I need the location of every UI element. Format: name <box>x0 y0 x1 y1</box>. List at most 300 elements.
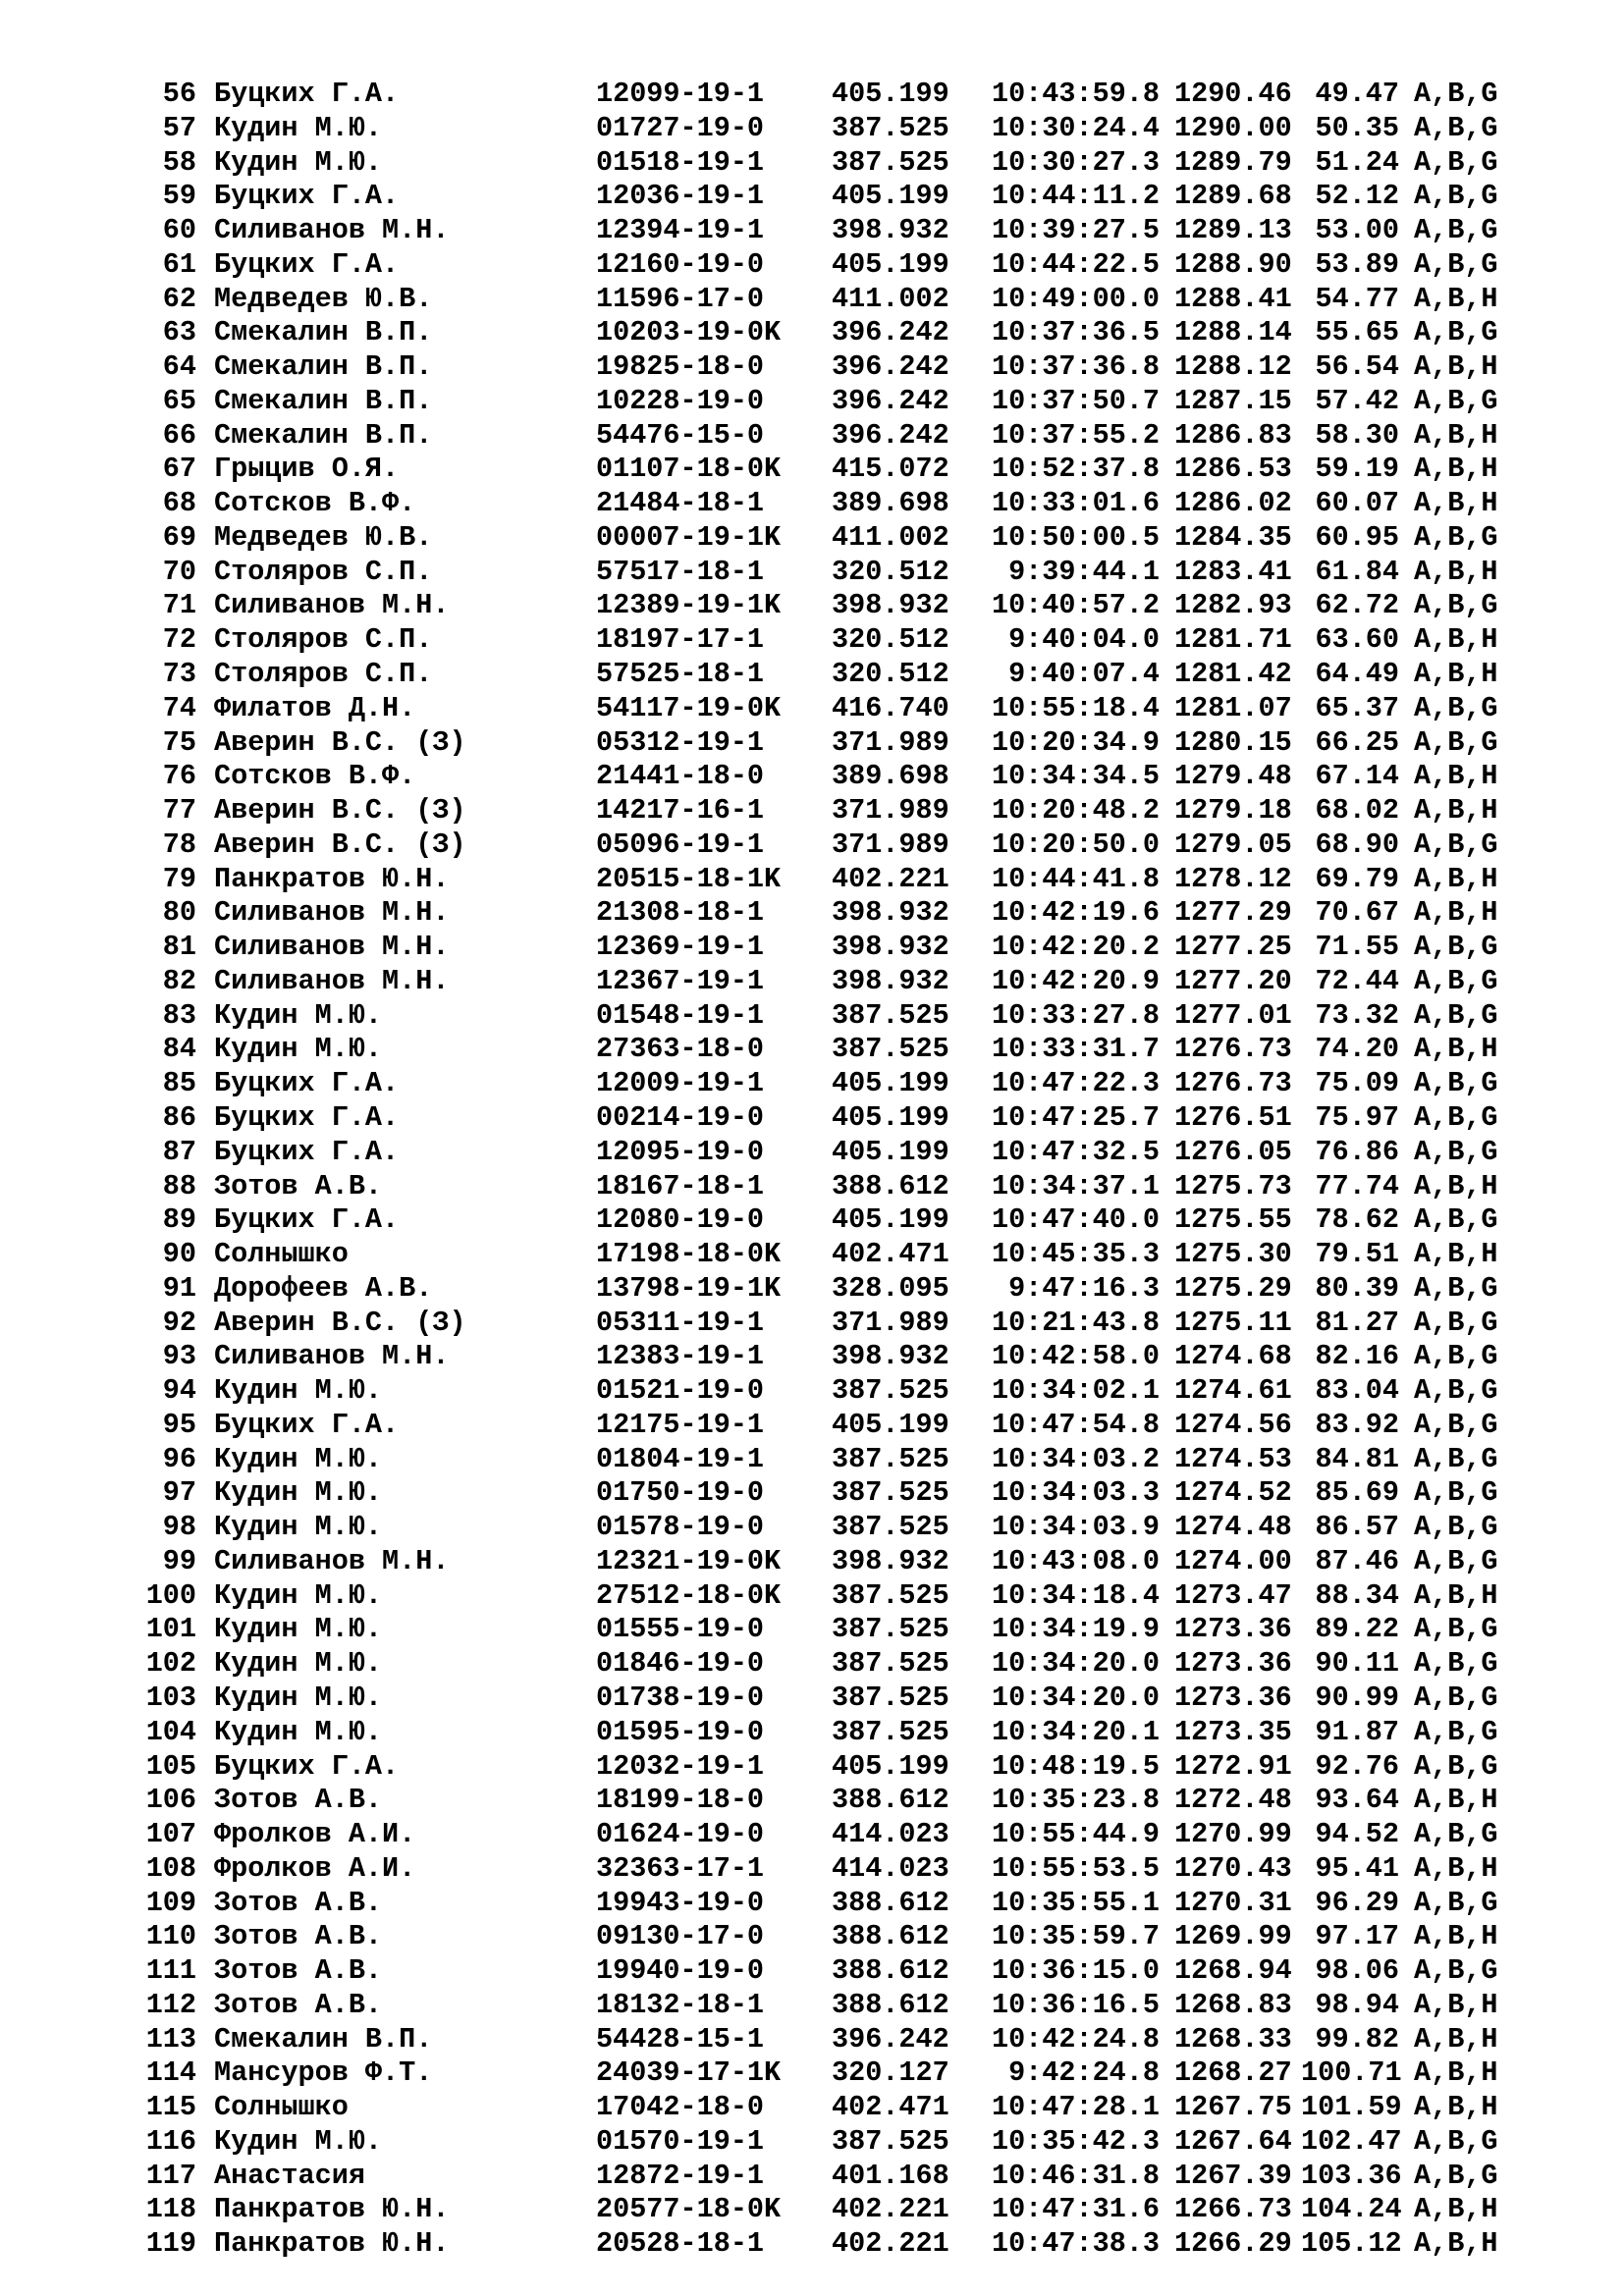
name-cell: Кудин М.Ю. <box>214 1033 383 1066</box>
class-cell: A,B,H <box>1414 2227 1498 2261</box>
ring-number-cell: 54117-19-0K <box>596 691 782 724</box>
position-cell: 70 <box>162 555 196 588</box>
speed-cell: 1270.99 <box>1174 1818 1292 1851</box>
points-cell: 83.92 <box>1315 1408 1399 1441</box>
arrival-time-cell: 10:49:00.0 <box>991 282 1160 315</box>
table-row <box>0 1067 1624 1101</box>
speed-cell: 1273.47 <box>1174 1578 1292 1612</box>
name-cell: Кудин М.Ю. <box>214 2124 383 2158</box>
name-cell: Кудин М.Ю. <box>214 1511 383 1544</box>
class-cell: A,B,G <box>1414 1715 1498 1748</box>
distance-cell: 388.612 <box>832 1169 949 1202</box>
table-row <box>0 658 1624 692</box>
distance-cell: 405.199 <box>832 1100 949 1134</box>
ring-number-cell: 20577-18-0K <box>596 2193 782 2226</box>
table-row <box>0 487 1624 521</box>
table-row <box>0 1784 1624 1818</box>
distance-cell: 416.740 <box>832 691 949 724</box>
arrival-time-cell: 10:36:16.5 <box>991 1988 1160 2021</box>
distance-cell: 387.525 <box>832 998 949 1032</box>
arrival-time-cell: 10:34:02.1 <box>991 1374 1160 1408</box>
table-row <box>0 2023 1624 2057</box>
position-cell: 74 <box>162 691 196 724</box>
points-cell: 60.95 <box>1315 520 1399 554</box>
points-cell: 84.81 <box>1315 1442 1399 1475</box>
position-cell: 76 <box>162 760 196 793</box>
arrival-time-cell: 9:40:04.0 <box>1008 623 1160 657</box>
table-row <box>0 1920 1624 1954</box>
class-cell: A,B,H <box>1414 1784 1498 1817</box>
speed-cell: 1283.41 <box>1174 555 1292 588</box>
position-cell: 103 <box>145 1681 196 1714</box>
speed-cell: 1274.00 <box>1174 1544 1292 1577</box>
ring-number-cell: 01578-19-0 <box>596 1511 765 1544</box>
points-cell: 50.35 <box>1315 111 1399 144</box>
name-cell: Силиванов М.Н. <box>214 1544 450 1577</box>
name-cell: Аверин В.С. (З) <box>214 828 466 861</box>
arrival-time-cell: 10:35:59.7 <box>991 1920 1160 1953</box>
name-cell: Аверин В.С. (З) <box>214 725 466 759</box>
position-cell: 81 <box>162 931 196 964</box>
distance-cell: 371.989 <box>832 725 949 759</box>
class-cell: A,B,G <box>1414 1818 1498 1851</box>
class-cell: A,B,H <box>1414 487 1498 520</box>
speed-cell: 1274.68 <box>1174 1340 1292 1373</box>
position-cell: 59 <box>162 180 196 213</box>
position-cell: 56 <box>162 78 196 110</box>
distance-cell: 398.932 <box>832 896 949 930</box>
class-cell: A,B,G <box>1414 145 1498 179</box>
class-cell: A,B,H <box>1414 555 1498 588</box>
class-cell: A,B,G <box>1414 1511 1498 1544</box>
distance-cell: 402.471 <box>832 1238 949 1271</box>
distance-cell: 402.221 <box>832 862 949 895</box>
name-cell: Смекалин В.П. <box>214 2022 433 2056</box>
position-cell: 110 <box>145 1920 196 1953</box>
position-cell: 109 <box>145 1886 196 1919</box>
name-cell: Кудин М.Ю. <box>214 998 383 1032</box>
table-row <box>0 1954 1624 1989</box>
name-cell: Кудин М.Ю. <box>214 1647 383 1681</box>
speed-cell: 1276.73 <box>1174 1067 1292 1100</box>
table-row <box>0 521 1624 556</box>
speed-cell: 1266.29 <box>1174 2227 1292 2261</box>
points-cell: 62.72 <box>1315 589 1399 622</box>
name-cell: Кудин М.Ю. <box>214 1442 383 1475</box>
ring-number-cell: 01624-19-0 <box>596 1818 765 1851</box>
class-cell: A,B,G <box>1414 589 1498 622</box>
points-cell: 102.47 <box>1301 2124 1402 2158</box>
position-cell: 106 <box>145 1784 196 1817</box>
table-row <box>0 1101 1624 1136</box>
ring-number-cell: 01548-19-1 <box>596 998 765 1032</box>
ring-number-cell: 11596-17-0 <box>596 282 765 315</box>
ring-number-cell: 19943-19-0 <box>596 1886 765 1919</box>
points-cell: 55.65 <box>1315 316 1399 349</box>
speed-cell: 1280.15 <box>1174 725 1292 759</box>
points-cell: 56.54 <box>1315 350 1399 384</box>
ring-number-cell: 09130-17-0 <box>596 1920 765 1953</box>
ring-number-cell: 05312-19-1 <box>596 725 765 759</box>
distance-cell: 398.932 <box>832 1340 949 1373</box>
position-cell: 82 <box>162 964 196 997</box>
table-row <box>0 1307 1624 1341</box>
points-cell: 71.55 <box>1315 931 1399 964</box>
arrival-time-cell: 10:42:20.9 <box>991 964 1160 997</box>
distance-cell: 398.932 <box>832 1544 949 1577</box>
position-cell: 102 <box>145 1647 196 1681</box>
arrival-time-cell: 10:45:35.3 <box>991 1238 1160 1271</box>
table-row <box>0 896 1624 931</box>
name-cell: Кудин М.Ю. <box>214 1613 383 1646</box>
class-cell: A,B,H <box>1414 862 1498 895</box>
class-cell: A,B,H <box>1414 453 1498 486</box>
table-row <box>0 1443 1624 1477</box>
arrival-time-cell: 10:40:57.2 <box>991 589 1160 622</box>
points-cell: 94.52 <box>1315 1818 1399 1851</box>
ring-number-cell: 12009-19-1 <box>596 1067 765 1100</box>
arrival-time-cell: 10:33:27.8 <box>991 998 1160 1032</box>
table-row <box>0 1613 1624 1647</box>
class-cell: A,B,G <box>1414 1374 1498 1408</box>
points-cell: 87.46 <box>1315 1544 1399 1577</box>
arrival-time-cell: 10:34:18.4 <box>991 1578 1160 1612</box>
arrival-time-cell: 9:42:24.8 <box>1008 2056 1160 2090</box>
points-cell: 75.09 <box>1315 1067 1399 1100</box>
points-cell: 78.62 <box>1315 1203 1399 1237</box>
table-row <box>0 828 1624 863</box>
ring-number-cell: 12032-19-1 <box>596 1749 765 1783</box>
points-cell: 95.41 <box>1315 1851 1399 1885</box>
position-cell: 72 <box>162 623 196 657</box>
distance-cell: 402.221 <box>832 2193 949 2226</box>
distance-cell: 328.095 <box>832 1271 949 1305</box>
table-row <box>0 112 1624 146</box>
arrival-time-cell: 10:44:22.5 <box>991 247 1160 281</box>
speed-cell: 1275.73 <box>1174 1169 1292 1202</box>
class-cell: A,B,G <box>1414 931 1498 964</box>
arrival-time-cell: 9:39:44.1 <box>1008 555 1160 588</box>
name-cell: Зотов А.В. <box>214 1784 383 1817</box>
speed-cell: 1287.15 <box>1174 384 1292 417</box>
position-cell: 80 <box>162 896 196 930</box>
points-cell: 64.49 <box>1315 658 1399 691</box>
speed-cell: 1281.42 <box>1174 658 1292 691</box>
points-cell: 93.64 <box>1315 1784 1399 1817</box>
arrival-time-cell: 10:47:22.3 <box>991 1067 1160 1100</box>
position-cell: 60 <box>162 214 196 247</box>
distance-cell: 405.199 <box>832 247 949 281</box>
position-cell: 119 <box>145 2227 196 2261</box>
arrival-time-cell: 10:33:31.7 <box>991 1033 1160 1066</box>
class-cell: A,B,G <box>1414 1271 1498 1305</box>
distance-cell: 405.199 <box>832 180 949 213</box>
table-row <box>0 78 1624 112</box>
points-cell: 75.97 <box>1315 1100 1399 1134</box>
speed-cell: 1286.83 <box>1174 418 1292 452</box>
ring-number-cell: 27512-18-0K <box>596 1578 782 1612</box>
points-cell: 100.71 <box>1301 2056 1402 2090</box>
class-cell: A,B,H <box>1414 658 1498 691</box>
arrival-time-cell: 10:47:38.3 <box>991 2227 1160 2261</box>
table-row <box>0 623 1624 658</box>
ring-number-cell: 12872-19-1 <box>596 2159 765 2192</box>
points-cell: 49.47 <box>1315 78 1399 110</box>
name-cell: Панкратов Ю.Н. <box>214 862 450 895</box>
ring-number-cell: 17042-18-0 <box>596 2091 765 2124</box>
class-cell: A,B,H <box>1414 896 1498 930</box>
table-row <box>0 1818 1624 1852</box>
speed-cell: 1282.93 <box>1174 589 1292 622</box>
name-cell: Кудин М.Ю. <box>214 1476 383 1510</box>
arrival-time-cell: 10:34:20.0 <box>991 1647 1160 1681</box>
position-cell: 65 <box>162 384 196 417</box>
position-cell: 67 <box>162 453 196 486</box>
ring-number-cell: 01727-19-0 <box>596 111 765 144</box>
speed-cell: 1276.73 <box>1174 1033 1292 1066</box>
arrival-time-cell: 10:46:31.8 <box>991 2159 1160 2192</box>
ring-number-cell: 20528-18-1 <box>596 2227 765 2261</box>
speed-cell: 1277.01 <box>1174 998 1292 1032</box>
table-row <box>0 931 1624 965</box>
ring-number-cell: 12369-19-1 <box>596 931 765 964</box>
ring-number-cell: 17198-18-0K <box>596 1238 782 1271</box>
ring-number-cell: 12394-19-1 <box>596 214 765 247</box>
points-cell: 65.37 <box>1315 691 1399 724</box>
class-cell: A,B,H <box>1414 1033 1498 1066</box>
position-cell: 79 <box>162 862 196 895</box>
table-row <box>0 1340 1624 1374</box>
name-cell: Буцких Г.А. <box>214 1203 400 1237</box>
class-cell: A,B,H <box>1414 2056 1498 2090</box>
ring-number-cell: 12321-19-0K <box>596 1544 782 1577</box>
position-cell: 84 <box>162 1033 196 1066</box>
position-cell: 63 <box>162 316 196 349</box>
points-cell: 99.82 <box>1315 2022 1399 2056</box>
speed-cell: 1274.53 <box>1174 1442 1292 1475</box>
ring-number-cell: 12367-19-1 <box>596 964 765 997</box>
speed-cell: 1270.31 <box>1174 1886 1292 1919</box>
points-cell: 79.51 <box>1315 1238 1399 1271</box>
table-row <box>0 999 1624 1034</box>
arrival-time-cell: 10:37:36.5 <box>991 316 1160 349</box>
table-row <box>0 214 1624 248</box>
position-cell: 111 <box>145 1954 196 1988</box>
table-row <box>0 1989 1624 2023</box>
name-cell: Дорофеев А.В. <box>214 1271 433 1305</box>
distance-cell: 401.168 <box>832 2159 949 2192</box>
name-cell: Столяров С.П. <box>214 658 433 691</box>
class-cell: A,B,H <box>1414 623 1498 657</box>
name-cell: Фролков А.И. <box>214 1851 416 1885</box>
speed-cell: 1273.36 <box>1174 1613 1292 1646</box>
distance-cell: 398.932 <box>832 589 949 622</box>
ring-number-cell: 18199-18-0 <box>596 1784 765 1817</box>
points-cell: 68.02 <box>1315 794 1399 828</box>
arrival-time-cell: 10:44:41.8 <box>991 862 1160 895</box>
name-cell: Буцких Г.А. <box>214 247 400 281</box>
arrival-time-cell: 9:40:07.4 <box>1008 658 1160 691</box>
class-cell: A,B,G <box>1414 691 1498 724</box>
position-cell: 116 <box>145 2124 196 2158</box>
table-row <box>0 1887 1624 1921</box>
ring-number-cell: 05096-19-1 <box>596 828 765 861</box>
name-cell: Сотсков В.Ф. <box>214 760 416 793</box>
distance-cell: 387.525 <box>832 1374 949 1408</box>
table-row <box>0 2056 1624 2091</box>
class-cell: A,B,G <box>1414 247 1498 281</box>
table-row <box>0 1682 1624 1716</box>
name-cell: Панкратов Ю.Н. <box>214 2227 450 2261</box>
class-cell: A,B,G <box>1414 1067 1498 1100</box>
arrival-time-cell: 10:20:48.2 <box>991 794 1160 828</box>
name-cell: Кудин М.Ю. <box>214 1578 383 1612</box>
points-cell: 72.44 <box>1315 964 1399 997</box>
speed-cell: 1288.90 <box>1174 247 1292 281</box>
points-cell: 104.24 <box>1301 2193 1402 2226</box>
distance-cell: 396.242 <box>832 316 949 349</box>
arrival-time-cell: 10:50:00.5 <box>991 520 1160 554</box>
class-cell: A,B,G <box>1414 1203 1498 1237</box>
ring-number-cell: 18132-18-1 <box>596 1988 765 2021</box>
name-cell: Силиванов М.Н. <box>214 931 450 964</box>
class-cell: A,B,G <box>1414 1100 1498 1134</box>
points-cell: 73.32 <box>1315 998 1399 1032</box>
table-row <box>0 1750 1624 1785</box>
ring-number-cell: 12095-19-0 <box>596 1135 765 1168</box>
distance-cell: 398.932 <box>832 964 949 997</box>
points-cell: 98.06 <box>1315 1954 1399 1988</box>
ring-number-cell: 57517-18-1 <box>596 555 765 588</box>
speed-cell: 1286.02 <box>1174 487 1292 520</box>
points-cell: 82.16 <box>1315 1340 1399 1373</box>
distance-cell: 387.525 <box>832 1613 949 1646</box>
arrival-time-cell: 10:20:34.9 <box>991 725 1160 759</box>
speed-cell: 1279.48 <box>1174 760 1292 793</box>
speed-cell: 1290.46 <box>1174 78 1292 110</box>
distance-cell: 405.199 <box>832 78 949 110</box>
position-cell: 88 <box>162 1169 196 1202</box>
distance-cell: 387.525 <box>832 145 949 179</box>
arrival-time-cell: 10:34:03.2 <box>991 1442 1160 1475</box>
class-cell: A,B,G <box>1414 520 1498 554</box>
points-cell: 85.69 <box>1315 1476 1399 1510</box>
position-cell: 94 <box>162 1374 196 1408</box>
points-cell: 90.99 <box>1315 1681 1399 1714</box>
distance-cell: 396.242 <box>832 418 949 452</box>
points-cell: 60.07 <box>1315 487 1399 520</box>
points-cell: 57.42 <box>1315 384 1399 417</box>
arrival-time-cell: 10:37:55.2 <box>991 418 1160 452</box>
position-cell: 114 <box>145 2056 196 2090</box>
position-cell: 100 <box>145 1578 196 1612</box>
ring-number-cell: 18167-18-1 <box>596 1169 765 1202</box>
position-cell: 68 <box>162 487 196 520</box>
distance-cell: 388.612 <box>832 1886 949 1919</box>
speed-cell: 1290.00 <box>1174 111 1292 144</box>
points-cell: 101.59 <box>1301 2091 1402 2124</box>
results-table <box>0 78 1624 2262</box>
name-cell: Солнышко <box>214 2091 349 2124</box>
distance-cell: 387.525 <box>832 1033 949 1066</box>
speed-cell: 1266.73 <box>1174 2193 1292 2226</box>
speed-cell: 1269.99 <box>1174 1920 1292 1953</box>
table-row <box>0 1238 1624 1272</box>
speed-cell: 1267.64 <box>1174 2124 1292 2158</box>
points-cell: 86.57 <box>1315 1511 1399 1544</box>
class-cell: A,B,H <box>1414 1851 1498 1885</box>
arrival-time-cell: 10:34:20.1 <box>991 1715 1160 1748</box>
points-cell: 51.24 <box>1315 145 1399 179</box>
points-cell: 96.29 <box>1315 1886 1399 1919</box>
name-cell: Кудин М.Ю. <box>214 145 383 179</box>
arrival-time-cell: 10:34:03.9 <box>991 1511 1160 1544</box>
class-cell: A,B,G <box>1414 1306 1498 1339</box>
table-row <box>0 1579 1624 1614</box>
table-row <box>0 248 1624 283</box>
name-cell: Буцких Г.А. <box>214 1135 400 1168</box>
class-cell: A,B,H <box>1414 1238 1498 1271</box>
speed-cell: 1268.83 <box>1174 1988 1292 2021</box>
speed-cell: 1284.35 <box>1174 520 1292 554</box>
distance-cell: 411.002 <box>832 282 949 315</box>
table-row <box>0 2160 1624 2194</box>
points-cell: 89.22 <box>1315 1613 1399 1646</box>
class-cell: A,B,H <box>1414 418 1498 452</box>
arrival-time-cell: 10:55:18.4 <box>991 691 1160 724</box>
class-cell: A,B,G <box>1414 1886 1498 1919</box>
position-cell: 112 <box>145 1988 196 2021</box>
ring-number-cell: 27363-18-0 <box>596 1033 765 1066</box>
ring-number-cell: 19940-19-0 <box>596 1954 765 1988</box>
distance-cell: 371.989 <box>832 794 949 828</box>
name-cell: Буцких Г.А. <box>214 1067 400 1100</box>
points-cell: 103.36 <box>1301 2159 1402 2192</box>
name-cell: Зотов А.В. <box>214 1886 383 1919</box>
distance-cell: 396.242 <box>832 350 949 384</box>
class-cell: A,B,G <box>1414 1476 1498 1510</box>
speed-cell: 1276.05 <box>1174 1135 1292 1168</box>
arrival-time-cell: 10:55:53.5 <box>991 1851 1160 1885</box>
class-cell: A,B,G <box>1414 214 1498 247</box>
table-row <box>0 180 1624 214</box>
table-row <box>0 692 1624 726</box>
speed-cell: 1276.51 <box>1174 1100 1292 1134</box>
table-row <box>0 760 1624 794</box>
name-cell: Солнышко <box>214 1238 349 1271</box>
name-cell: Зотов А.В. <box>214 1988 383 2021</box>
position-cell: 61 <box>162 247 196 281</box>
speed-cell: 1278.12 <box>1174 862 1292 895</box>
distance-cell: 387.525 <box>832 1476 949 1510</box>
table-row <box>0 1136 1624 1170</box>
ring-number-cell: 01595-19-0 <box>596 1715 765 1748</box>
ring-number-cell: 00007-19-1K <box>596 520 782 554</box>
table-row <box>0 385 1624 419</box>
distance-cell: 405.199 <box>832 1749 949 1783</box>
table-row <box>0 1374 1624 1409</box>
ring-number-cell: 13798-19-1K <box>596 1271 782 1305</box>
arrival-time-cell: 10:34:37.1 <box>991 1169 1160 1202</box>
speed-cell: 1274.48 <box>1174 1511 1292 1544</box>
table-row <box>0 350 1624 385</box>
name-cell: Смекалин В.П. <box>214 316 433 349</box>
points-cell: 59.19 <box>1315 453 1399 486</box>
speed-cell: 1281.07 <box>1174 691 1292 724</box>
name-cell: Смекалин В.П. <box>214 384 433 417</box>
class-cell: A,B,G <box>1414 964 1498 997</box>
class-cell: A,B,H <box>1414 2193 1498 2226</box>
